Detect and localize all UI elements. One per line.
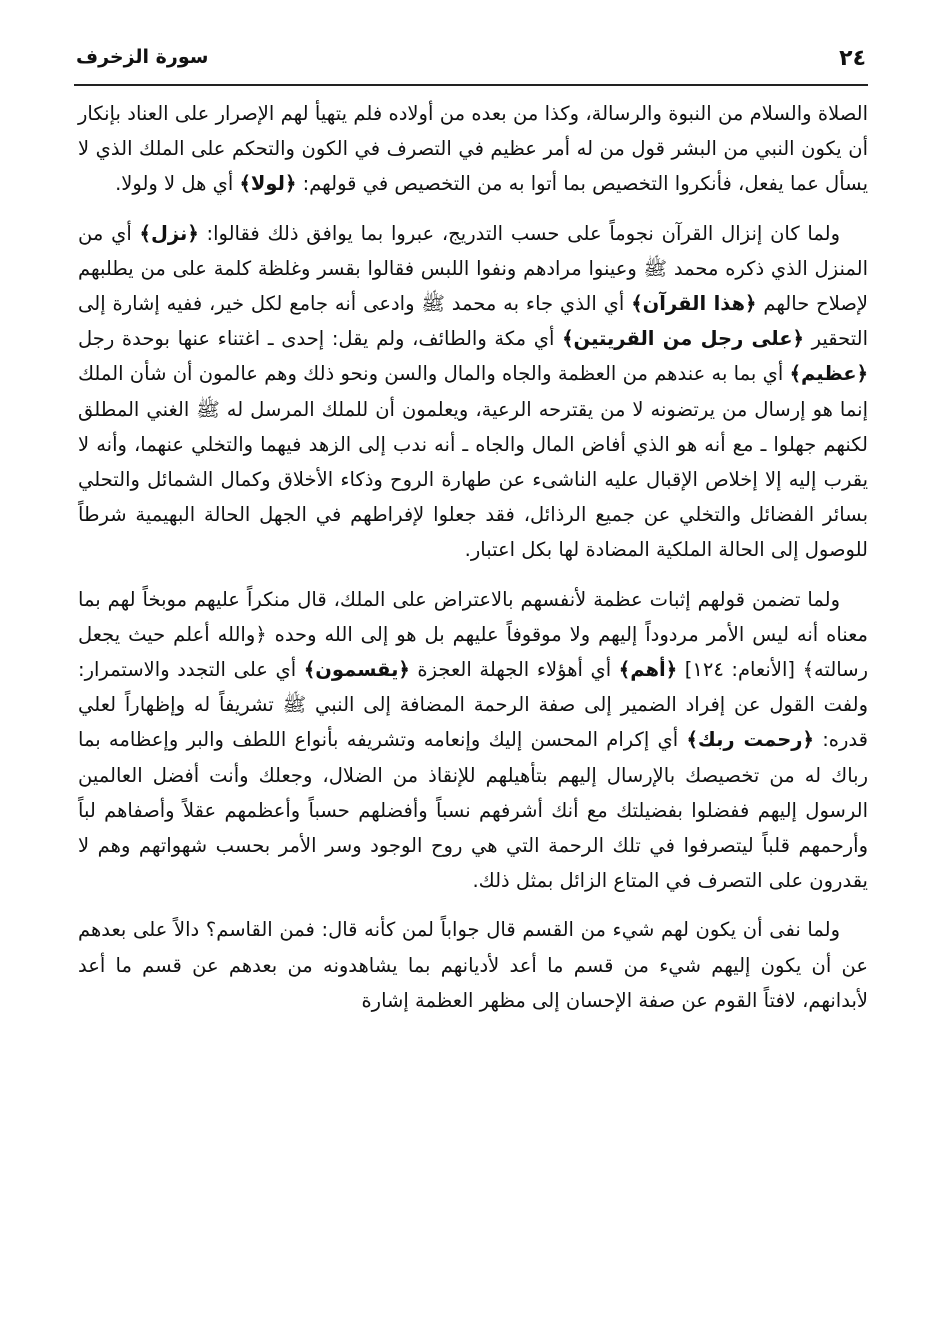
- quran-quote: ﴿يقسمون﴾: [303, 658, 410, 682]
- running-title: سورة الزخرف: [76, 46, 209, 68]
- paragraph-1: [78, 96, 868, 202]
- paragraph-2: [78, 216, 868, 568]
- text-run: أي إكرام المحسن إليك وإنعامه وتشريفه بأنواع اللطف والبر وإعظامه بما رباك له من تخصيصك بالإرسال إليهم بتأهيلهم للإنقاذ من الضلال، وجعلك وأنت أفضل العالمين الرسول إليهم ففضلوا بفضيلتك مع أنك أشرفهم نسباً وأفضلهم حسباً وأعظمهم عقلاً وأصفاهم لباً وأرحمهم قلباً ليتصرفوا في تلك الرحمة التي هي روح الوجود وسر الأمر بحسب شهواتهم وهم لا يقدرون على التصرف في المتاع الزائل بمثل ذلك.: [78, 728, 868, 893]
- paragraph-4: [78, 912, 868, 1018]
- quran-quote: ﴿لولا﴾: [239, 172, 297, 196]
- text-run: أي على التجدد والاستمرار: ولفت القول عن إفراد الضمير إلى صفة الرحمة المضافة إلى النبي ﷺ تشريفاً له وإظهاراً لعلي قدره:: [78, 658, 868, 752]
- paragraph-3: [78, 582, 868, 899]
- quran-quote: ﴿عظيم﴾: [789, 362, 868, 386]
- quran-quote: ﴿على رجل من القريتين﴾: [562, 327, 804, 351]
- text-run: أي أهؤلاء الجهلة العجزة: [409, 658, 619, 682]
- text-run: أي من المنزل الذي ذكره محمد ﷺ وعينوا مرادهم ونفوا اللبس فقالوا بقسر وغلظة كلمة على من يطلبهم لإصلاح حالهم: [78, 221, 869, 316]
- quran-quote: ﴿أهم﴾: [618, 658, 678, 682]
- text-run: ولما نفى أن يكون لهم شيء من القسم قال جواباً لمن كأنه قال: فمن القاسم؟ دالاً على بعدهم عن أن يكون إليهم شيء من قسم ما أعد لأديانهم بما يشاهدونه من بعدهم عن قسم ما أعد لأبدانهم، لافتاً القوم عن صفة الإحسان إلى مظهر العظمة إشارة: [78, 918, 868, 1012]
- text-run: أي مكة والطائف، ولم يقل: إحدى ـ اغتناء عنها بوحدة رجل: [78, 327, 563, 351]
- header-divider: [74, 84, 868, 86]
- text-run: الصلاة والسلام من النبوة والرسالة، وكذا من بعده من أولاده فلم يتهيأ لهم الإصرار على العناد بإنكار أن يكون النبي من البشر قول من له أمر عظيم في التصرف في الكون والتحكم على الملك الذي لا يسأل عما يفعل، فأنكروا التخصيص بما أتوا به من التخصيص في قولهم:: [78, 102, 868, 196]
- text-run: ولما تضمن قولهم إثبات عظمة لأنفسهم بالاعتراض على الملك، قال منكراً عليهم موبخاً لهم بما معناه أنه ليس الأمر مردوداً إليهم ولا موقوفاً عليهم بل هو إلى الله وحده ﴿والله أعلم حيث يجعل رسالته﴾ [الأنعام: ١٢٤]: [78, 587, 868, 682]
- quran-quote: ﴿هذا القرآن﴾: [631, 292, 757, 316]
- page-header: [76, 44, 866, 84]
- quran-quote: ﴿رحمت ربك﴾: [686, 728, 814, 752]
- page-number: ٢٤: [839, 46, 866, 71]
- text-run: ولما كان إنزال القرآن نجوماً على حسب التدريج، عبروا بما يوافق ذلك فقالوا:: [198, 221, 840, 245]
- text-run: أي هل لا ولولا.: [115, 172, 240, 196]
- text-run: أي الذي جاء به محمد ﷺ وادعى أنه جامع لكل خير، ففيه إشارة إلى التحقير: [78, 292, 868, 351]
- body-text: [78, 96, 868, 1032]
- text-run: أي بما به عندهم من العظمة والجاه والمال والسن ونحو ذلك وهم عالمون أن شأن الملك إنما هو إرسال من يرتضونه لا من يقترحه الرعية، ويعلمون أن للملك المرسل له ﷺ الغني المطلق لكنهم جهلوا ـ مع أنه هو الذي أفاض المال والجاه ـ أنه ندب إلى الزهد فيهما والتخلي عنهما، وأنه لا يقرب إليه إلا إخلاص الإقبال عليه الناشىء عن طهارة الروح وذكاء الأخلاق وكمال الشمائل والتحلي بسائر الفضائل والتخلي عن جميع الرذائل، فقد جعلوا لإفراطهم في الجهل الحالة البهيمية شرطاً للوصول إلى الحالة الملكية المضادة لها بكل اعتبار.: [78, 362, 868, 562]
- quran-quote: ﴿نزل﴾: [139, 221, 199, 245]
